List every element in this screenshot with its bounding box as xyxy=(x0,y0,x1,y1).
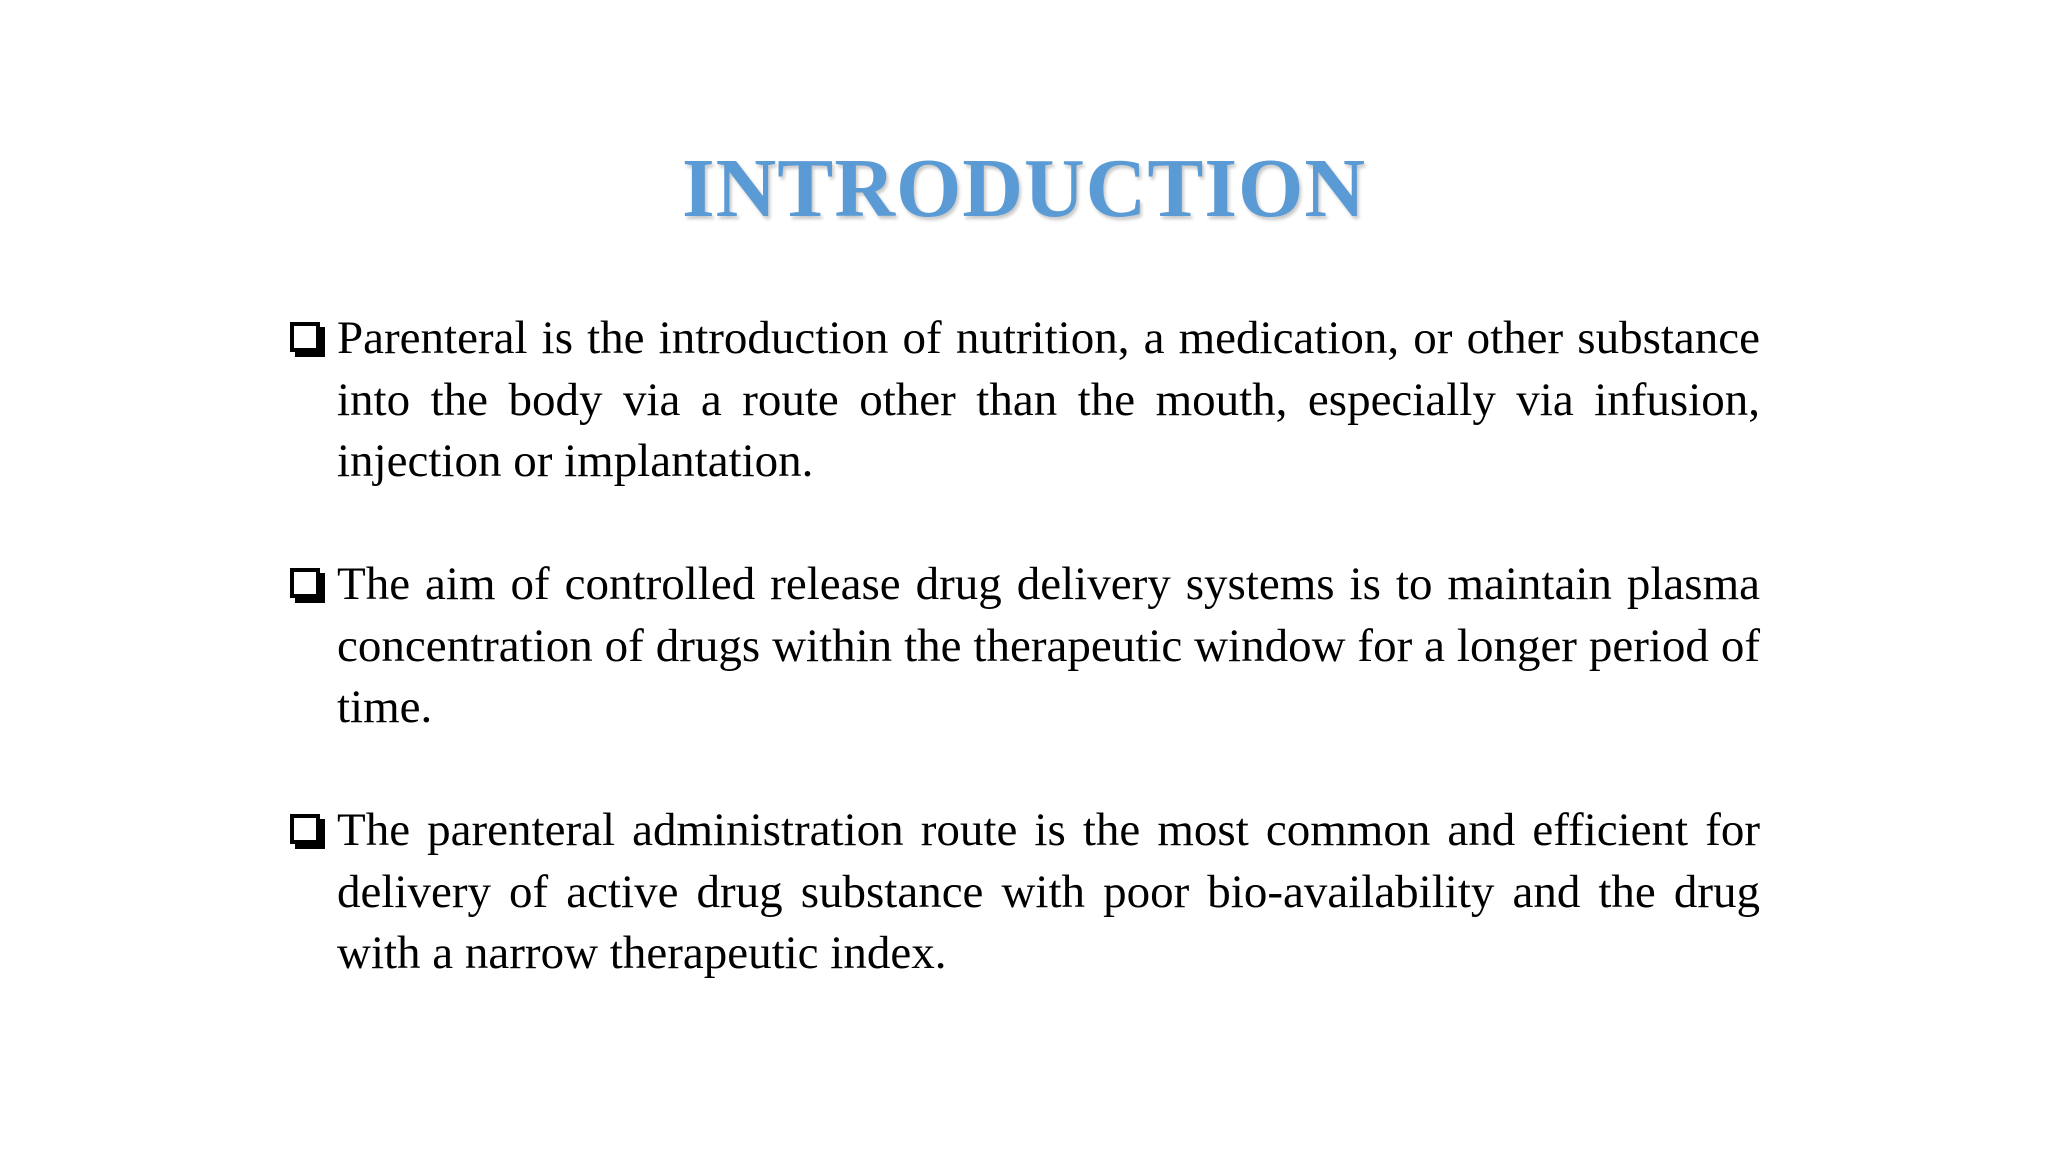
checkbox-square-icon xyxy=(290,814,320,844)
slide-title: INTRODUCTION xyxy=(681,142,1367,235)
bullet-text: Parenteral is the introduction of nutrition, a medication, or other substance into the body via a route other than the mouth, especially via infusion, injection or implantation. xyxy=(337,312,1760,487)
bullet-list xyxy=(290,308,1760,985)
checkbox-square-icon xyxy=(290,322,320,352)
bullet-item xyxy=(290,554,1760,739)
bullet-text: The aim of controlled release drug delivery systems is to maintain plasma concentration of drugs within the therapeutic window for a longer period of time. xyxy=(337,558,1760,733)
bullet-text: The parenteral administration route is the most common and efficient for delivery of active drug substance with poor bio-availability and the drug with a narrow therapeutic index. xyxy=(337,804,1760,979)
checkbox-square-icon xyxy=(290,568,320,598)
bullet-item xyxy=(290,800,1760,985)
bullet-item xyxy=(290,308,1760,493)
